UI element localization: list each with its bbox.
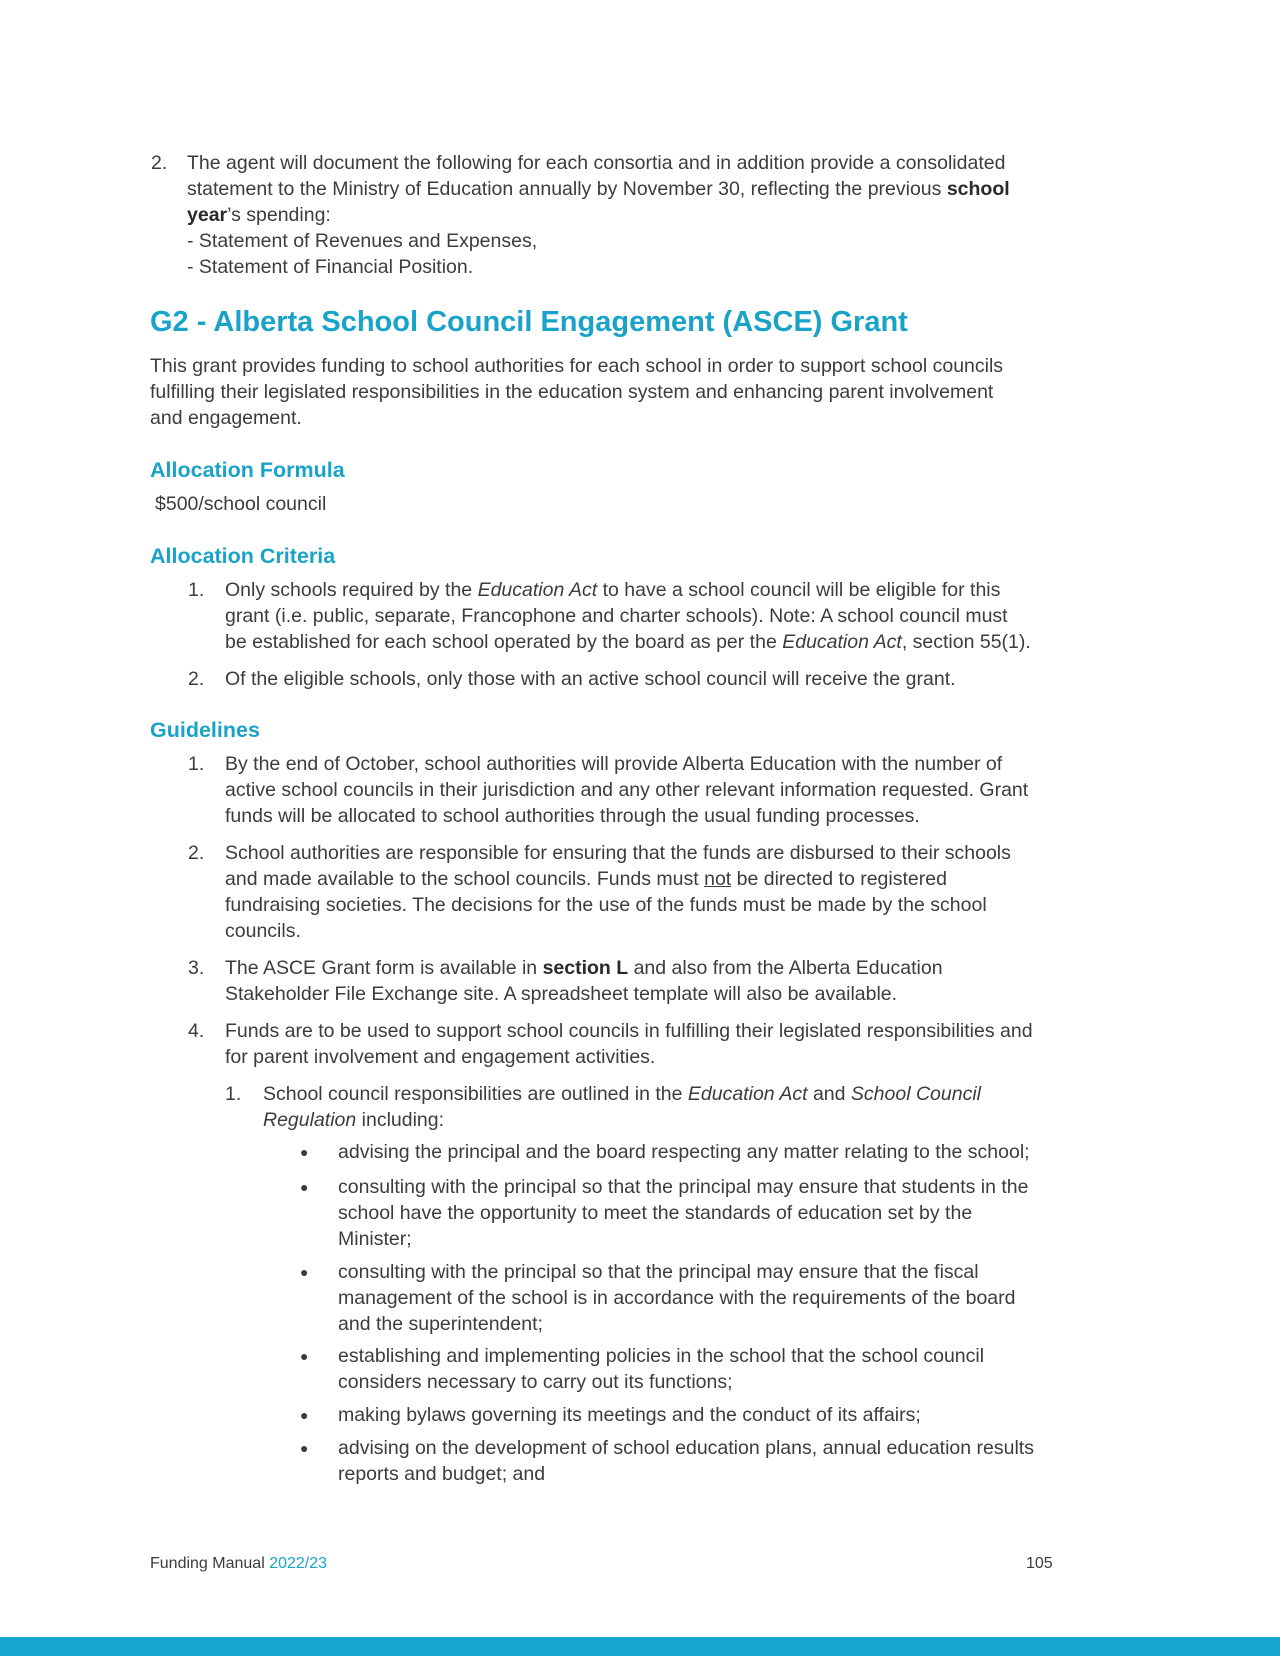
italic-term: School Council [850, 1083, 981, 1105]
guideline-item-4-line-1: Funds are to be used to support school councils in fulfilling their legislated responsibilities and [225, 1020, 1033, 1042]
bullet-line: consulting with the principal so that the principal may ensure that students in the [338, 1176, 1029, 1198]
guideline-item-3-line-1 [225, 955, 943, 981]
italic-term: Education Act [477, 579, 598, 601]
guidelines-heading: Guidelines [150, 718, 260, 742]
guideline-text: be directed to registered [731, 868, 947, 890]
section-intro-line-1: This grant provides funding to school authorities for each school in order to support school councils [150, 355, 1004, 377]
section-intro-line-3: and engagement. [150, 407, 302, 429]
guideline-text: and also from the Alberta Education [628, 957, 943, 979]
intro-text: statement to the Ministry of Education annually by November 30, reflecting the previous [187, 178, 947, 200]
guideline-item-2-line-1: School authorities are responsible for ensuring that the funds are disbursed to their schools [225, 842, 1011, 864]
guideline-item-number: 4. [188, 1020, 205, 1042]
criteria-item-number: 2. [188, 668, 205, 690]
intro-item-line-3 [187, 202, 331, 228]
sub-item-text: including: [356, 1109, 445, 1131]
bullet-line: management of the school is in accordance with the requirements of the board [338, 1287, 1016, 1309]
bullet-dot-icon: ● [300, 1440, 309, 1456]
footer-title [150, 1554, 327, 1574]
bold-term: section L [542, 957, 629, 979]
criteria-item-number: 1. [188, 579, 205, 601]
bullet-dot-icon: ● [300, 1179, 309, 1195]
guideline-item-number: 3. [188, 957, 205, 979]
bullet-line: considers necessary to carry out its functions; [338, 1371, 733, 1393]
criteria-item-1-line-1 [225, 577, 1000, 603]
guideline-text: and made available to the school councils. Funds must [225, 868, 705, 890]
guideline-item-2-line-4: councils. [225, 920, 301, 942]
bullet-line: advising on the development of school education plans, annual education results [338, 1437, 1034, 1459]
criteria-item-1-line-3 [225, 629, 1031, 655]
allocation-criteria-heading: Allocation Criteria [150, 544, 336, 568]
guideline-item-number: 1. [188, 753, 205, 775]
criteria-text: Only schools required by the [225, 579, 478, 601]
bullet-dot-icon: ● [300, 1348, 309, 1364]
bullet-dot-icon: ● [300, 1407, 309, 1423]
bullet-line: Minister; [338, 1228, 412, 1250]
intro-item-line-2 [187, 176, 1010, 202]
guideline-text: The ASCE Grant form is available in [225, 957, 543, 979]
bold-term: year [187, 204, 228, 226]
allocation-formula-heading: Allocation Formula [150, 458, 345, 482]
bullet-line: school have the opportunity to meet the standards of education set by the [338, 1202, 973, 1224]
bullet-line: reports and budget; and [338, 1463, 546, 1485]
sub-item-line-1 [263, 1081, 981, 1107]
bullet-dot-icon: ● [300, 1144, 309, 1160]
italic-term: Education Act [782, 631, 902, 653]
criteria-text: , section 55(1). [901, 631, 1031, 653]
guideline-item-2-line-3: fundraising societies. The decisions for the use of the funds must be made by the school [225, 894, 987, 916]
italic-term: Education Act [687, 1083, 808, 1105]
footer-year: 2022/23 [269, 1555, 328, 1572]
bullet-line: advising the principal and the board respecting any matter relating to the school; [338, 1141, 1030, 1163]
bullet-line: making bylaws governing its meetings and the conduct of its affairs; [338, 1404, 921, 1426]
guideline-item-number: 2. [188, 842, 205, 864]
footer-label: Funding Manual [150, 1555, 270, 1572]
sub-item-number: 1. [225, 1083, 242, 1105]
allocation-formula-text: $500/school council [155, 493, 327, 515]
italic-term: Regulation [263, 1109, 357, 1131]
bullet-dot-icon: ● [300, 1264, 309, 1280]
intro-item-line-5: - Statement of Financial Position. [187, 256, 474, 278]
sub-item-text: and [807, 1083, 851, 1105]
section-title: G2 - Alberta School Council Engagement (ASCE) Grant [150, 306, 908, 338]
guideline-item-1-line-2: active school councils in their jurisdiction and any other relevant information requested. Grant [225, 779, 1029, 801]
bottom-accent-bar [0, 1637, 1280, 1656]
criteria-item-1-line-2: grant (i.e. public, separate, Francophone and charter schools). Note: A school council must [225, 605, 1008, 627]
intro-item-line-1: The agent will document the following for each consortia and in addition provide a consolidated [187, 152, 1006, 174]
intro-text: ’s spending: [227, 204, 331, 226]
bold-term: school [946, 178, 1010, 200]
criteria-text: be established for each school operated by the board as per the [225, 631, 783, 653]
guideline-item-1-line-1: By the end of October, school authorities will provide Alberta Education with the number of [225, 753, 1003, 775]
guideline-item-1-line-3: funds will be allocated to school authorities through the usual funding processes. [225, 805, 920, 827]
sub-item-text: School council responsibilities are outlined in the [263, 1083, 688, 1105]
criteria-item-2-line-1: Of the eligible schools, only those with an active school council will receive the grant. [225, 668, 956, 690]
guideline-item-2-line-2 [225, 866, 947, 892]
guideline-item-4-line-2: for parent involvement and engagement activities. [225, 1046, 656, 1068]
criteria-text: to have a school council will be eligible for this [597, 579, 1001, 601]
guideline-item-3-line-2: Stakeholder File Exchange site. A spreadsheet template will also be available. [225, 983, 898, 1005]
bullet-line: establishing and implementing policies in the school that the school council [338, 1345, 985, 1367]
bullet-line: and the superintendent; [338, 1313, 543, 1335]
underlined-term: not [704, 868, 732, 890]
section-intro-line-2: fulfilling their legislated responsibilities in the education system and enhancing parent involvement [150, 381, 994, 403]
intro-item-number: 2. [151, 152, 168, 174]
sub-item-line-2 [263, 1107, 444, 1133]
intro-item-line-4: - Statement of Revenues and Expenses, [187, 230, 538, 252]
bullet-line: consulting with the principal so that the principal may ensure that the fiscal [338, 1261, 979, 1283]
page-number: 105 [1026, 1555, 1053, 1572]
